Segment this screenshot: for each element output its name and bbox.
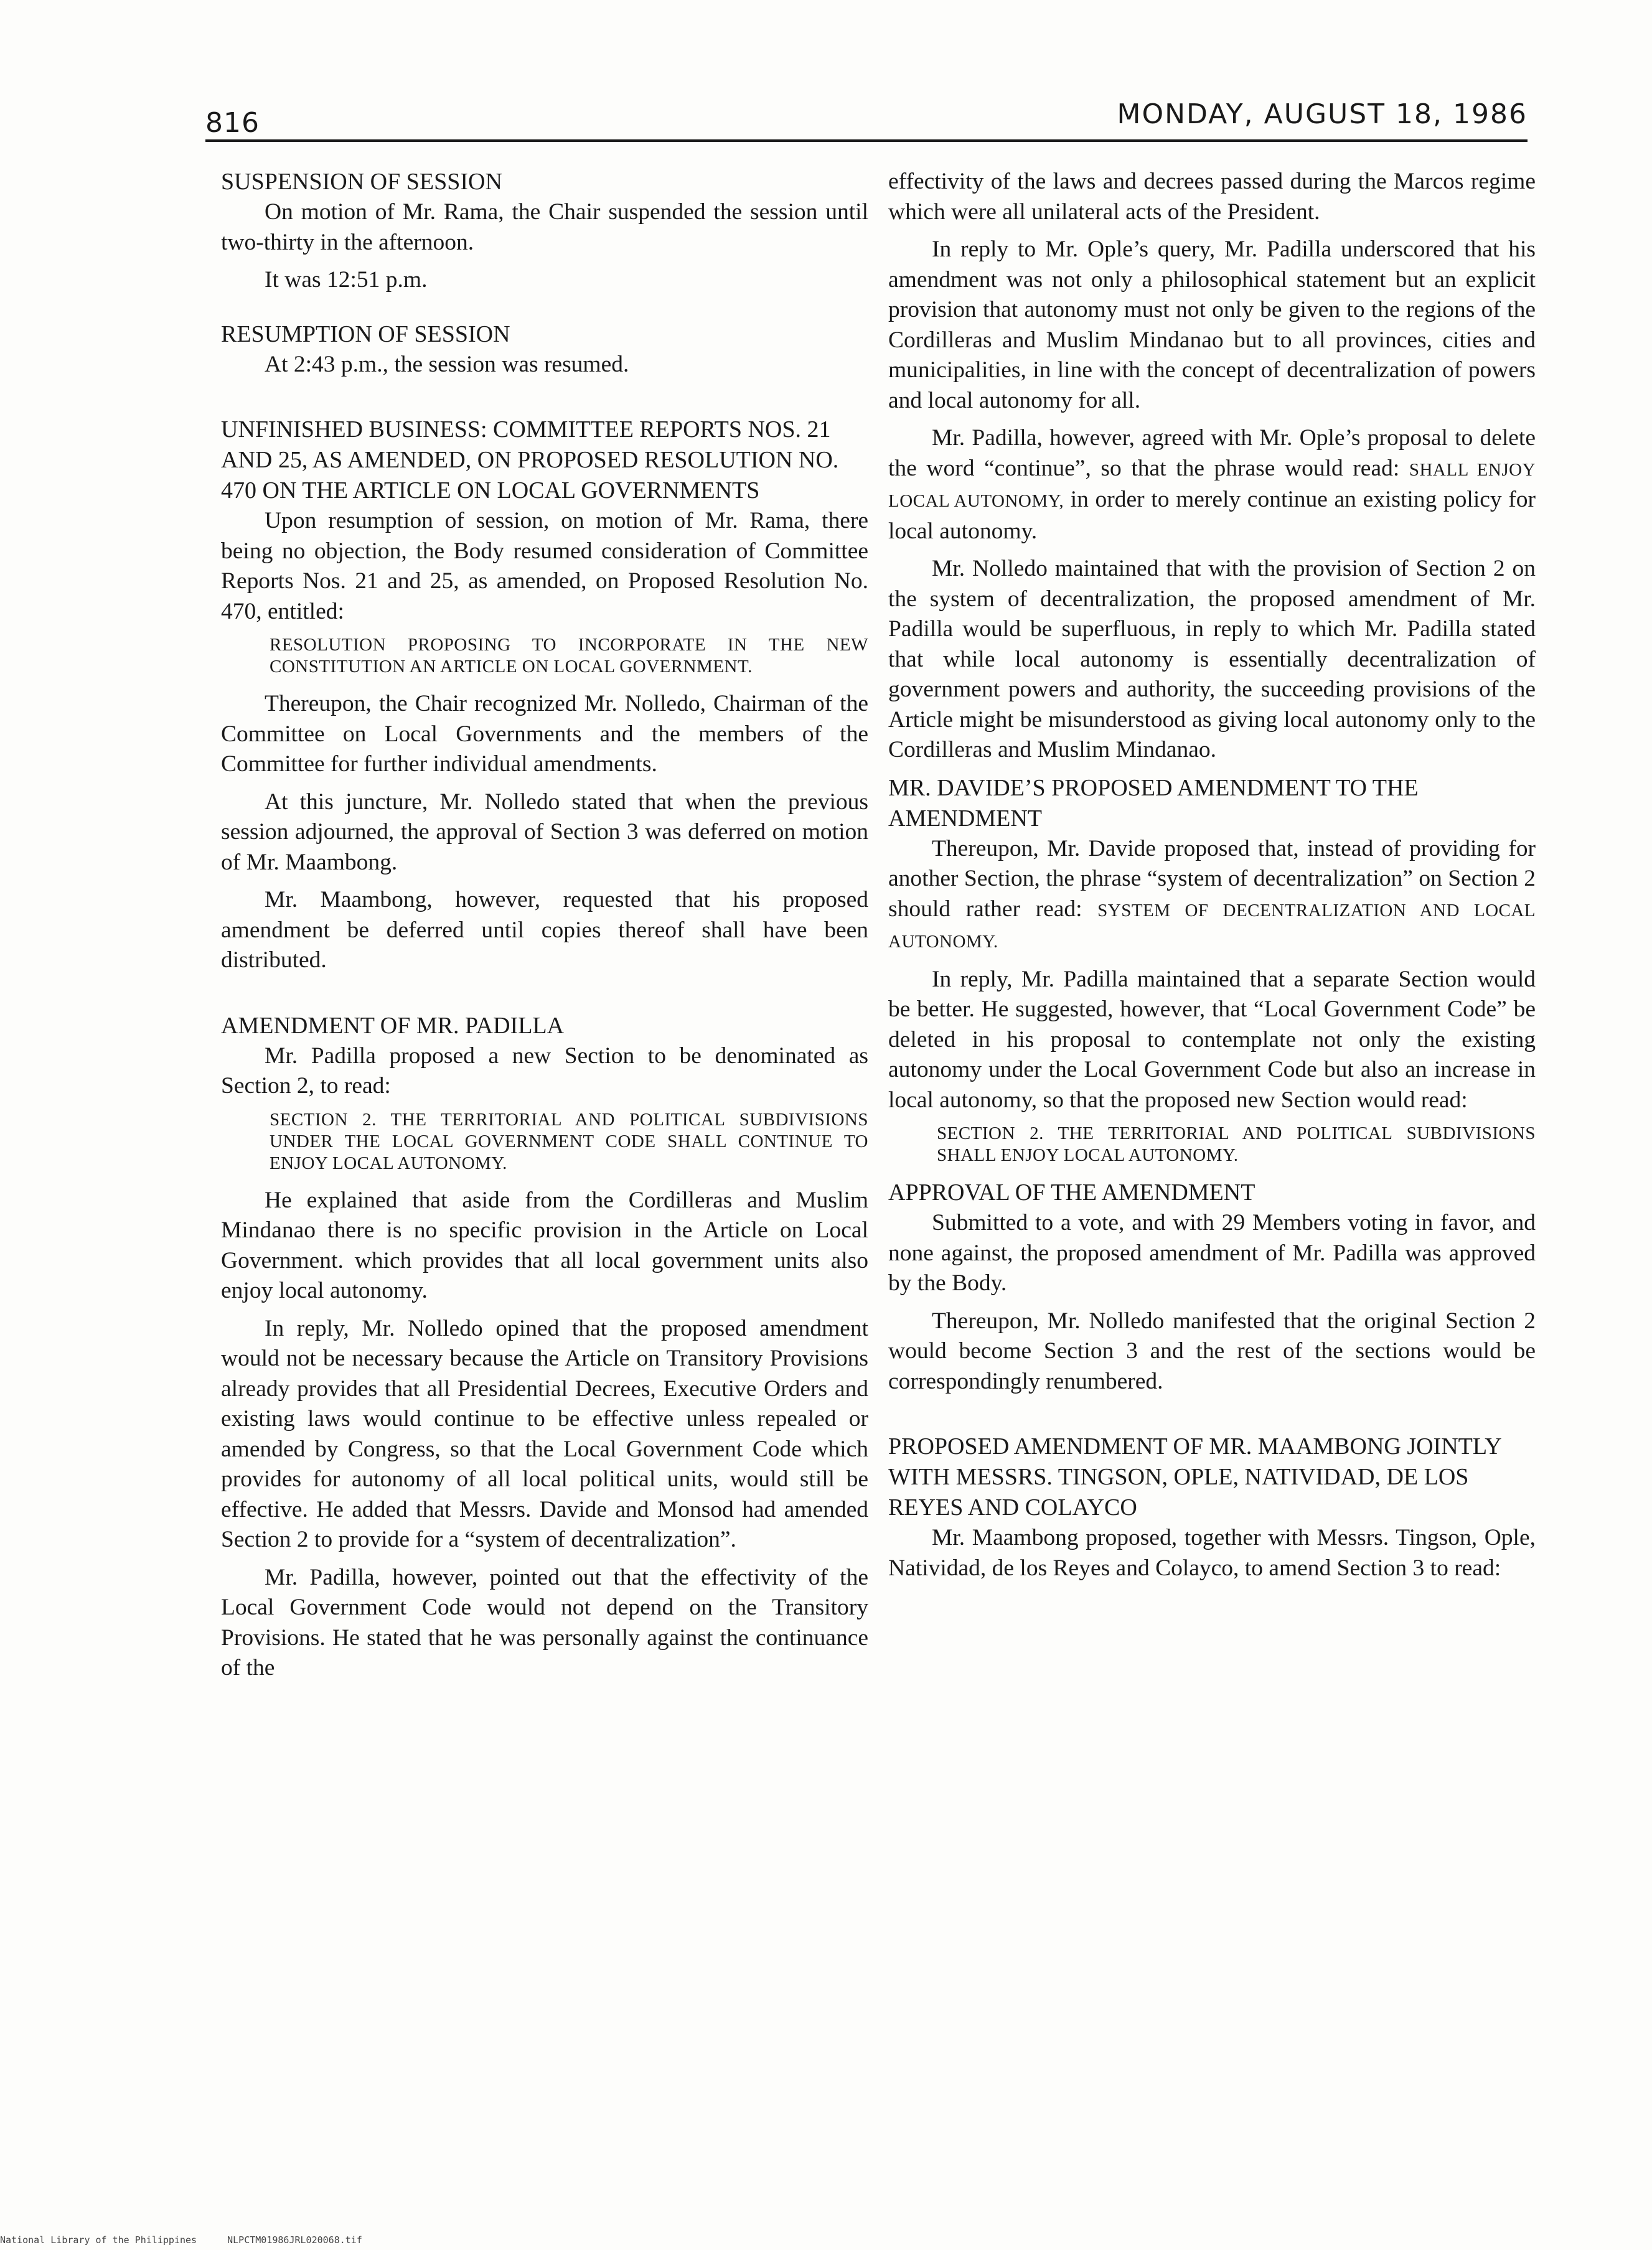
paragraph-time: It was 12:51 p.m. [265, 267, 428, 293]
right-column [888, 167, 1536, 1591]
heading-unfinished-business: UNFINISHED BUSINESS: COMMITTEE REPORTS NOS. 21 AND 25, AS AMENDED, ON PROPOSED RESOLUTION NO. 470 ON THE ARTICLE ON LOCAL GOVERNMENTS [221, 416, 839, 504]
scan-footer [0, 2234, 387, 2246]
heading-davide-amendment: MR. DAVIDE’S PROPOSED AMENDMENT TO THE AMENDMENT [888, 774, 1419, 832]
paragraph-suspension: On motion of Mr. Rama, the Chair suspended the session until two-thirty in the afternoon. [221, 199, 868, 255]
page-number: 816 [205, 107, 260, 139]
paragraph-reply-ople: In reply to Mr. Ople’s query, Mr. Padilla underscored that his amendment was not only a philosophical statement but an explicit provision that autonomy must not only be given to the regions of the Cordilleras and Muslim Mindanao but to all provinces, cities and municipalities, in line with the concept of decentralization of powers and local autonomy for all. [888, 237, 1536, 413]
paragraph-reply-padilla: In reply, Mr. Padilla maintained that a separate Section would be better. He suggested, however, that “Local Government Code” be deleted in his proposal to contemplate not only the existing autonomy under the Local Government Code but also an increase in local autonomy, so that the proposed new Section would read: [888, 966, 1536, 1113]
padilla-agreed-text-a: Mr. Padilla, however, agreed with Mr. Ople’s proposal to delete the word “continue”, so that the phrase would read: [888, 425, 1536, 481]
paragraph-continued: effectivity of the laws and decrees passed during the Marcos regime which were all unilateral acts of the President. [888, 169, 1536, 225]
heading-amendment-padilla: AMENDMENT OF MR. PADILLA [221, 1012, 565, 1039]
padilla-agreed-phrase: SHALL ENJOY LOCAL AUTONOMY, [888, 459, 1536, 511]
davide-proposed-text: Thereupon, Mr. Davide proposed that, instead of providing for another Section, the phrase “system of decentralization” on Section 2 should rather read: [888, 835, 1536, 922]
paragraph-padilla-proposed: Mr. Padilla proposed a new Section to be denominated as Section 2, to read: [221, 1043, 868, 1099]
davide-proposed-phrase: SYSTEM OF DECENTRALIZATION AND LOCAL AUTONOMY. [888, 900, 1536, 952]
paragraph-maambong-request: Mr. Maambong, however, requested that his proposed amendment be deferred until copies thereof shall have been distributed. [221, 887, 868, 973]
quote-section-2: SECTION 2. THE TERRITORIAL AND POLITICAL SUBDIVISIONS UNDER THE LOCAL GOVERNMENT CODE SHALL CONTINUE TO ENJOY LOCAL AUTONOMY. [270, 1109, 868, 1173]
heading-approval: APPROVAL OF THE AMENDMENT [888, 1179, 1255, 1206]
paragraph-padilla-pointed-out: Mr. Padilla, however, pointed out that the effectivity of the Local Government Code would not depend on the Transitory Provisions. He stated that he was personally against the continuance of the [221, 1564, 868, 1680]
quote-resolution-title: RESOLUTION PROPOSING TO INCORPORATE IN THE NEW CONSTITUTION AN ARTICLE ON LOCAL GOVERNMENT. [270, 635, 868, 677]
padilla-agreed-text-b: in order to merely continue an existing policy for local autonomy. [888, 487, 1536, 544]
quote-section-2-new: SECTION 2. THE TERRITORIAL AND POLITICAL SUBDIVISIONS SHALL ENJOY LOCAL AUTONOMY. [937, 1123, 1536, 1165]
heading-suspension: SUSPENSION OF SESSION [221, 169, 502, 195]
heading-resumption: RESUMPTION OF SESSION [221, 321, 510, 347]
left-column [221, 167, 868, 1691]
paragraph-maambong-proposed: Mr. Maambong proposed, together with Messrs. Tingson, Ople, Natividad, de los Reyes and Colayco, to amend Section 3 to read: [888, 1525, 1536, 1581]
paragraph-padilla-agreed [888, 423, 1536, 546]
paragraph-nolledo-manifested: Thereupon, Mr. Nolledo manifested that the original Section 2 would become Section 3 and the rest of the sections would be correspondingly renumbered. [888, 1308, 1536, 1394]
paragraph-chair-recognized: Thereupon, the Chair recognized Mr. Nolledo, Chairman of the Committee on Local Governments and the members of the Committee for further individual amendments. [221, 691, 868, 777]
heading-maambong-amendment: PROPOSED AMENDMENT OF MR. MAAMBONG JOINTLY WITH MESSRS. TINGSON, OPLE, NATIVIDAD, DE LOS REYES AND COLAYCO [888, 1433, 1501, 1521]
paragraph-explained: He explained that aside from the Cordilleras and Muslim Mindanao there is no specific provision in the Article on Local Government. which provides that all local government units also enjoy local autonomy. [221, 1187, 868, 1303]
footer-library: National Library of the Philippines [0, 2234, 197, 2246]
paragraph-reply-nolledo: In reply, Mr. Nolledo opined that the proposed amendment would not be necessary because the Article on Transitory Provisions already provides that all Presidential Decrees, Executive Orders and existing laws would continue to be effective unless repealed or amended by Congress, so that the Local Government Code which provides for autonomy of all local political units, would still be effective. He added that Messrs. Davide and Monsod had amended Section 2 to provide for a “system of decentralization”. [221, 1315, 868, 1552]
paragraph-vote: Submitted to a vote, and with 29 Members voting in favor, and none against, the proposed amendment of Mr. Padilla was approved by the Body. [888, 1210, 1536, 1296]
paragraph-davide-proposed [888, 834, 1536, 957]
paragraph-upon-resumption: Upon resumption of session, on motion of Mr. Rama, there being no objection, the Body resumed consideration of Committee Reports Nos. 21 and 25, as amended, on Proposed Resolution No. 470, entitled: [221, 508, 868, 624]
footer-file: NLPCTM01986JRL020068.tif [227, 2234, 362, 2246]
paragraph-juncture: At this juncture, Mr. Nolledo stated that when the previous session adjourned, the approval of Section 3 was deferred on motion of Mr. Maambong. [221, 789, 868, 875]
header-rule [205, 139, 1528, 142]
paragraph-resumed: At 2:43 p.m., the session was resumed. [265, 351, 629, 377]
paragraph-nolledo-maintained: Mr. Nolledo maintained that with the provision of Section 2 on the system of decentralization, the proposed amendment of Mr. Padilla would be superfluous, in reply to which Mr. Padilla stated that while local autonomy is essentially decentralization of government powers and authority, the succeeding provisions of the Article might be misunderstood as giving local autonomy only to the Cordilleras and Muslim Mindanao. [888, 556, 1536, 762]
running-head: MONDAY, AUGUST 18, 1986 [1117, 98, 1528, 130]
